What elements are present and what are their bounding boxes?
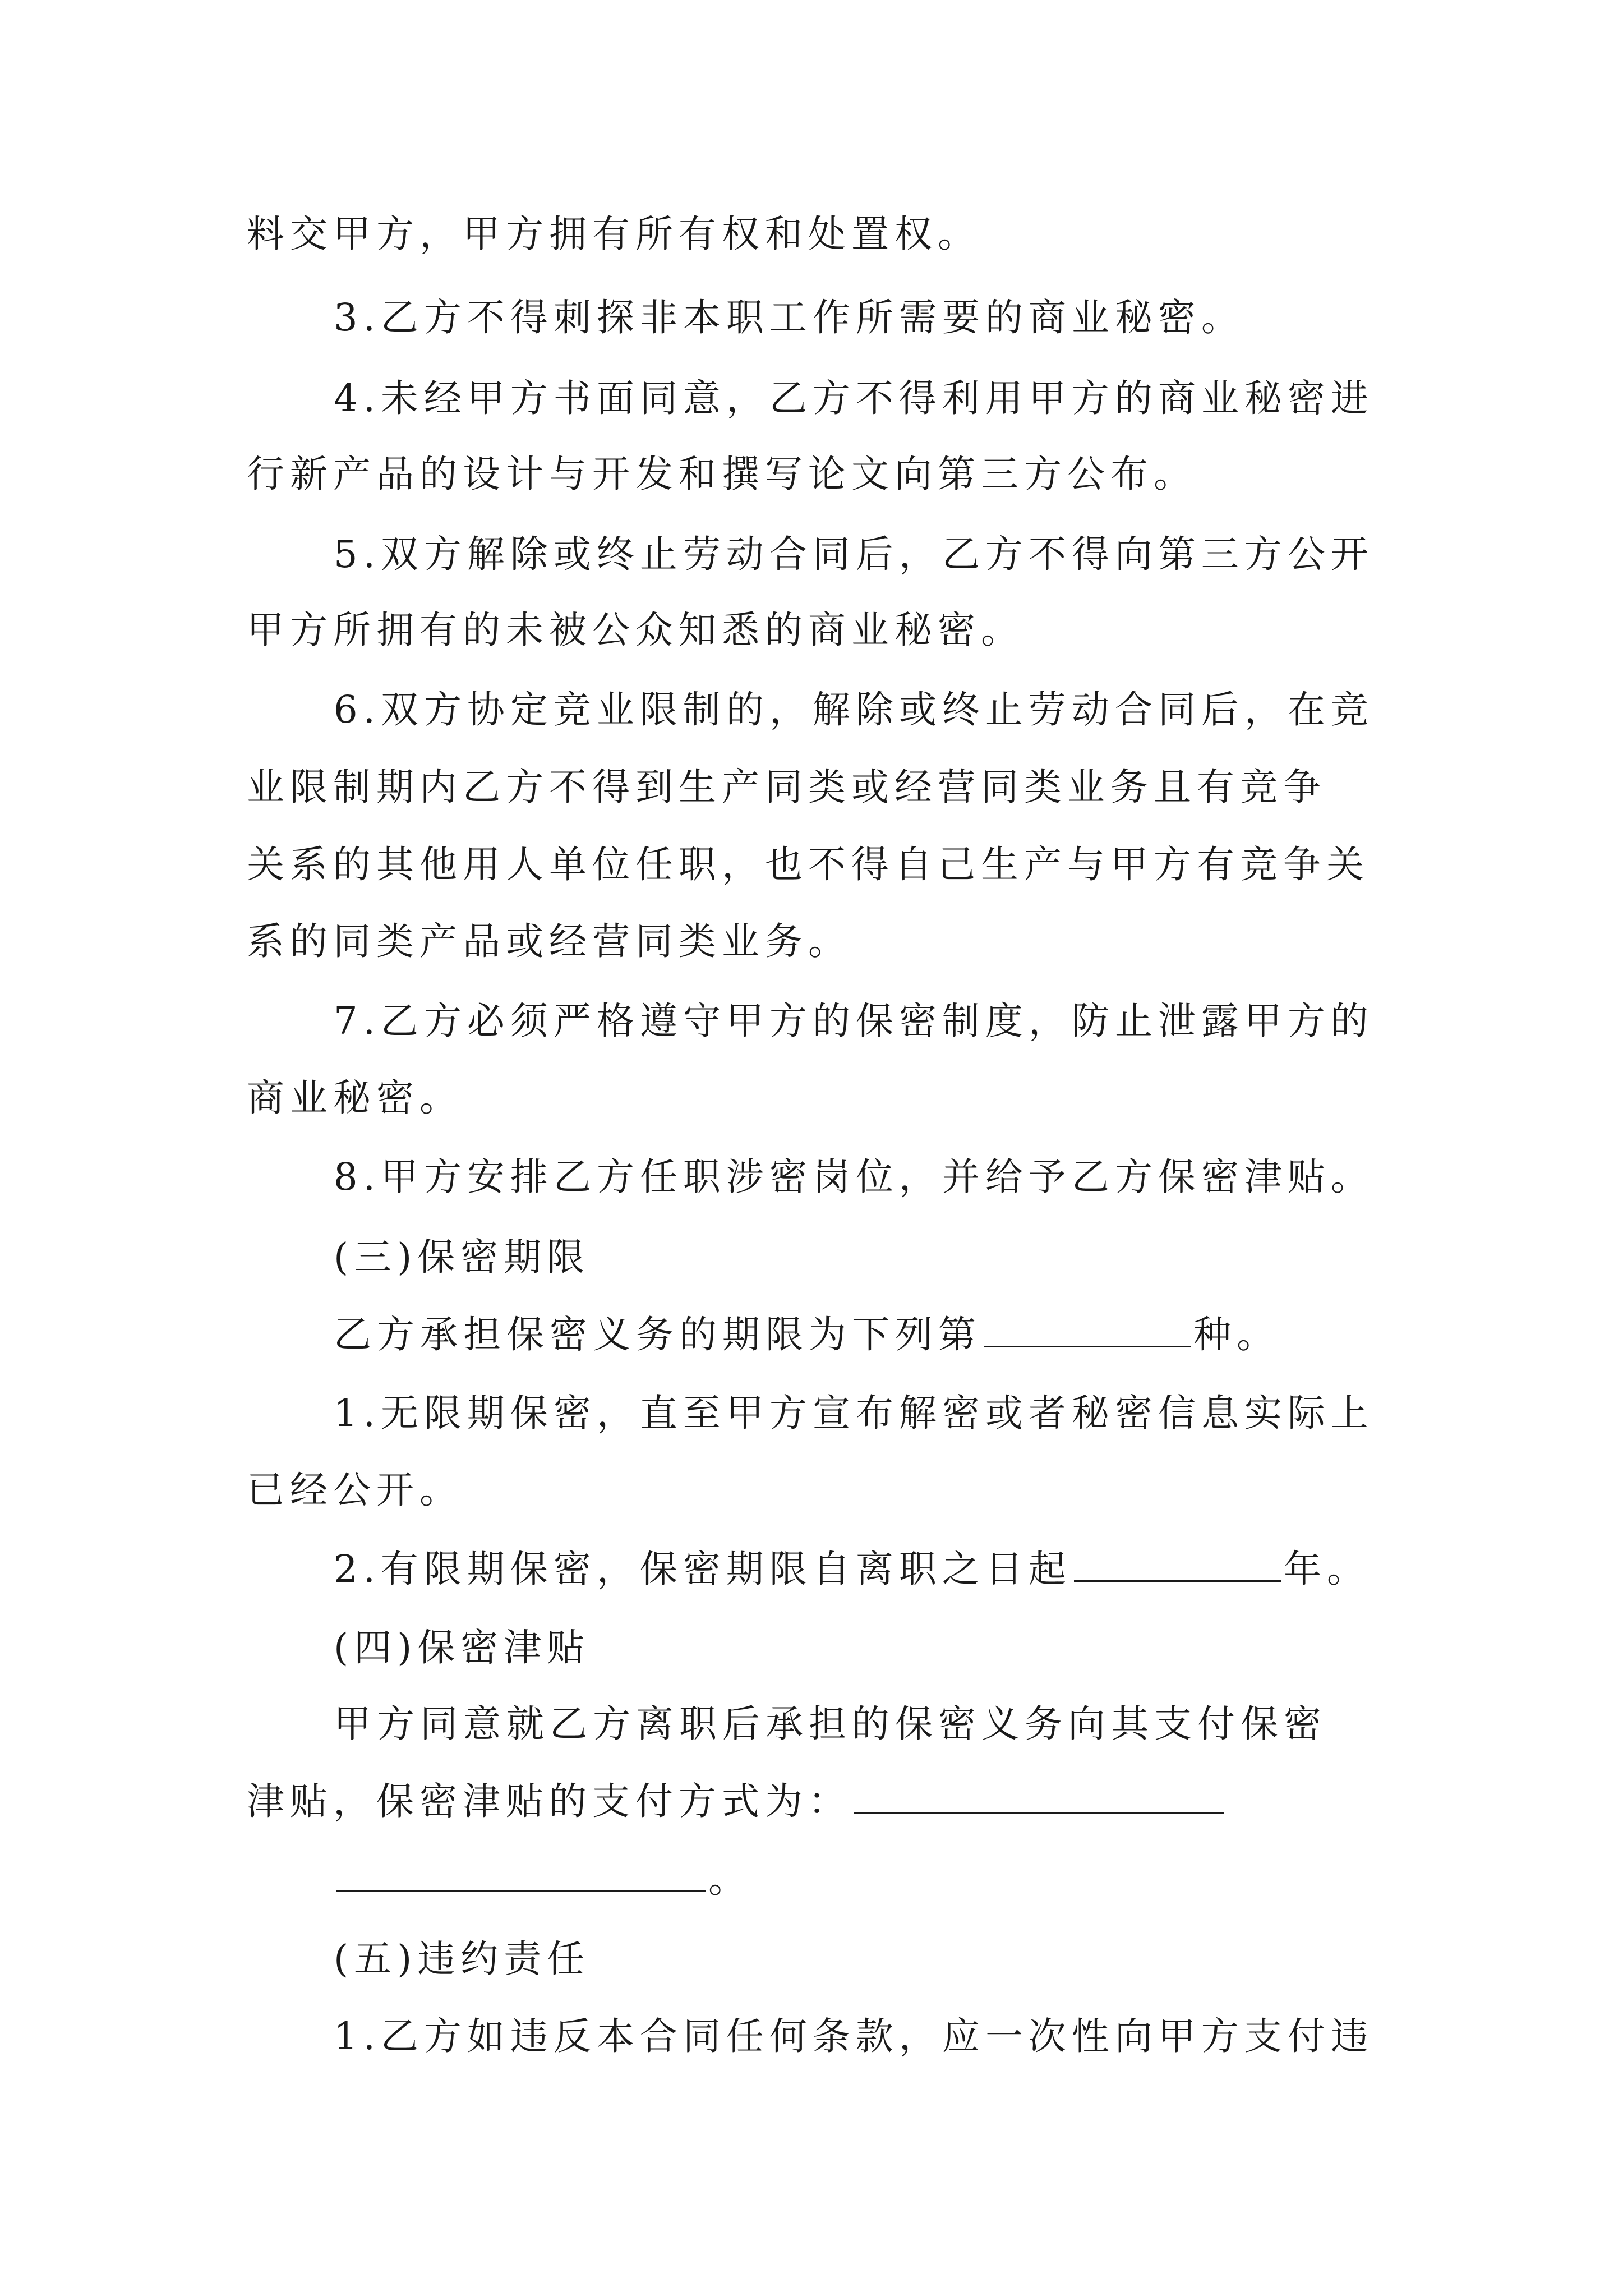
- paragraph-text: 。: [708, 1857, 751, 1901]
- paragraph-line: 8.甲方安排乙方任职涉密岗位，并给予乙方保密津贴。: [334, 1155, 1374, 1199]
- paragraph-line: 行新产品的设计与开发和撰写论文向第三方公布。: [247, 452, 1197, 496]
- paragraph-line: 1.乙方如违反本合同任何条款，应一次性向甲方支付违: [334, 2014, 1374, 2058]
- paragraph-line: 6.双方协定竞业限制的，解除或终止劳动合同后，在竞: [334, 688, 1374, 731]
- paragraph-line: 甲方同意就乙方离职后承担的保密义务向其支付保密: [334, 1702, 1327, 1746]
- blank-field[interactable]: [1074, 1545, 1281, 1582]
- paragraph-line: 关系的其他用人单位任职，也不得自己生产与甲方有竞争关: [247, 843, 1370, 886]
- paragraph-text: 年。: [1283, 1547, 1370, 1591]
- blank-field[interactable]: [336, 1856, 706, 1892]
- paragraph-line: 业限制期内乙方不得到生产同类或经营同类业务且有竞争: [247, 765, 1326, 809]
- paragraph-text: 乙方承担保密义务的期限为下列第: [334, 1313, 981, 1356]
- paragraph-line: 7.乙方必须严格遵守甲方的保密制度，防止泄露甲方的: [334, 999, 1374, 1043]
- section-heading: (三)保密期限: [334, 1235, 591, 1279]
- fill-in-line: [334, 1544, 1370, 1594]
- paragraph-text: 种。: [1193, 1313, 1280, 1356]
- paragraph-line: 已经公开。: [247, 1468, 463, 1512]
- paragraph-text: 津贴，保密津贴的支付方式为：: [247, 1779, 851, 1823]
- paragraph-line: 3.乙方不得刺探非本职工作所需要的商业秘密。: [334, 296, 1244, 339]
- fill-in-line: [334, 1309, 1280, 1360]
- paragraph-line: 甲方所拥有的未被公众知悉的商业秘密。: [247, 608, 1024, 652]
- paragraph-line: 1.无限期保密，直至甲方宣布解密或者秘密信息实际上: [334, 1391, 1374, 1435]
- paragraph-line: 系的同类产品或经营同类业务。: [247, 919, 851, 963]
- section-heading: (四)保密津贴: [334, 1626, 591, 1669]
- fill-in-line: [247, 1776, 1226, 1826]
- blank-field[interactable]: [984, 1311, 1191, 1347]
- paragraph-line: 料交甲方，甲方拥有所有权和处置权。: [247, 212, 981, 256]
- section-heading: (五)违约责任: [334, 1937, 591, 1981]
- paragraph-text: 2.有限期保密，保密期限自离职之日起: [334, 1547, 1072, 1591]
- paragraph-line: 4.未经甲方书面同意，乙方不得利用甲方的商业秘密进: [334, 376, 1374, 420]
- fill-in-line: [334, 1854, 751, 1904]
- blank-field[interactable]: [854, 1778, 1224, 1814]
- paragraph-line: 5.双方解除或终止劳动合同后，乙方不得向第三方公开: [334, 532, 1374, 576]
- paragraph-line: 商业秘密。: [247, 1076, 463, 1120]
